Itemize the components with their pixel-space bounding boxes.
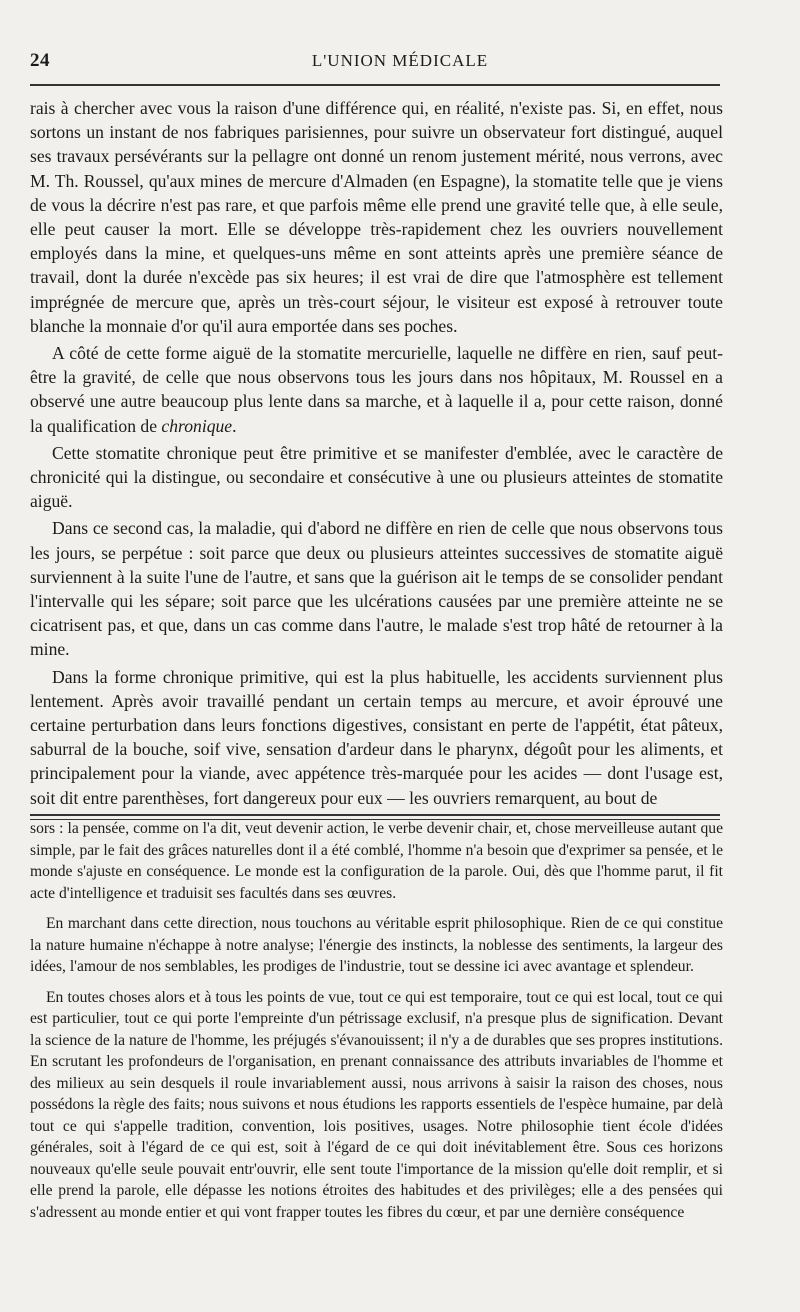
paragraph-text: . <box>232 415 237 436</box>
running-title: L'UNION MÉDICALE <box>311 51 489 70</box>
italic-term: chronique <box>161 415 233 436</box>
page-header <box>30 48 720 76</box>
main-article-text <box>30 96 723 813</box>
paragraph <box>30 341 723 438</box>
feuilleton-text <box>30 818 723 1232</box>
paragraph: rais à chercher avec vous la raison d'une différence qui, en réalité, n'existe pas. Si, en effet, nous sortons un instant de nos fabriques parisiennes, pour suivre un observateur fort distingué, auquel ses travaux persévérants sur la pellagre ont donné un renom justement mérité, nous verrons, avec M. Th. Roussel, qu'aux mines de mercure d'Almaden (en Espagne), la stomatite telle que je viens de vous la décrire n'est pas rare, et que parfois même elle prend une gravité telle que, à elle seule, elle peut causer la mort. Elle se développe très-rapidement chez les ouvriers nouvellement employés dans la mine, et quelques-uns même en sont atteints après une première séance de travail, dont la durée n'excède pas six heures; il est vrai de dire que l'atmosphère est tellement imprégnée de mercure que, après un très-court séjour, le visiteur est exposé à retrouver toute blanche la monnaie d'or qu'il aura emportée dans ses poches. <box>30 98 723 336</box>
header-rule <box>30 84 720 86</box>
paragraph-text: A côté de cette forme aiguë de la stomatite mercurielle, laquelle ne diffère en rien, sauf peut-être la gravité, de celle que nous observons tous les jours dans nos hôpitaux, M. Roussel en a observé une autre beaucoup plus lente dans sa marche, et à laquelle il a, pour cette raison, donné la qualification de <box>30 343 723 436</box>
page-number: 24 <box>30 50 50 71</box>
feuilleton-paragraph: En marchant dans cette direction, nous touchons au véritable esprit philosophique. Rien de ce qui constitue la nature humaine n'échappe à notre analyse; l'énergie des instincts, la noblesse des sentiments, la largeur des idées, l'amour de nos semblables, les prodiges de l'industrie, tout se dessine ici avec avantage et splendeur. <box>30 915 723 975</box>
paragraph: Cette stomatite chronique peut être primitive et se manifester d'emblée, avec le caractère de chronicité qui la distingue, ou secondaire et consécutive à une ou plusieurs atteintes de stomatite aiguë. <box>30 442 723 512</box>
feuilleton-paragraph: sors : la pensée, comme on l'a dit, veut devenir action, le verbe devenir chair, et, chose merveilleuse autant que simple, par le fait des grâces naturelles dont il a été comblé, l'homme n'a besoin que d'exprimer sa pensée, et le monde s'ajuste en conséquence. Le monde est la configuration de la parole. Oui, dès que l'homme parut, il fit acte d'intelligence et traduisit ses facultés dans ses œuvres. <box>30 820 723 902</box>
paragraph: Dans ce second cas, la maladie, qui d'abord ne diffère en rien de celle que nous observons tous les jours, se perpétue : soit parce que deux ou plusieurs atteintes successives de stomatite aiguë surviennent à la suite l'une de l'autre, et sans que la guérison ait le temps de se consolider pendant l'intervalle qui les sépare; soit parce que les ulcérations causées par une première atteinte ne se cicatrisent pas, et que, dans un cas comme dans l'autre, le malade s'est trop hâté de retourner à la mine. <box>30 518 723 660</box>
feuilleton-paragraph: En toutes choses alors et à tous les points de vue, tout ce qui est temporaire, tout ce qui est local, tout ce qui est particulier, tout ce qui porte l'empreinte d'un pétrissage exclusif, n'a presque plus de signification. Devant la science de la nature de l'homme, les préjugés s'évanouissent; il n'y a de durables que ses propres institutions. En scrutant les profondeurs de l'organisation, en prenant connaissance des attributs invariables de l'homme et des milieux au sein desquels il roule invariablement aussi, nous arrivons à saisir la raison des choses, nous possédons la règle des faits; nous suivons et nous étudions les rapports essentiels de l'espèce humaine, par delà tout ce qui s'appelle tradition, convention, lois positives, usages. Notre philosophie tient école d'idées générales, soit à l'égard de ce qui est, soit à l'égard de ce qui doit inévitablement être. Sous ces horizons nouveaux qu'elle seule pouvait entr'ouvrir, elle sent toute l'importance de la mission qu'elle doit remplir, et si elle prend la parole, elle dépasse les notions étroites des habitudes et des privilèges; elle a des pensées qui s'adressent au monde entier et qui vont frapper toutes les fibres du cœur, et par une dernière conséquence <box>30 988 723 1221</box>
paragraph: Dans la forme chronique primitive, qui est la plus habituelle, les accidents surviennent plus lentement. Après avoir travaillé pendant un certain temps au mercure, et avoir éprouvé une certaine perturbation dans leurs fonctions digestives, consistant en perte de l'appétit, état pâteux, saburral de la bouche, soif vive, sensation d'ardeur dans le pharynx, dégoût pour les aliments, et principalement pour la viande, avec appétence très-marquée pour les acides — dont l'usage est, soit dit entre parenthèses, fort dangereux pour eux — les ouvriers remarquent, au bout de <box>30 666 723 808</box>
